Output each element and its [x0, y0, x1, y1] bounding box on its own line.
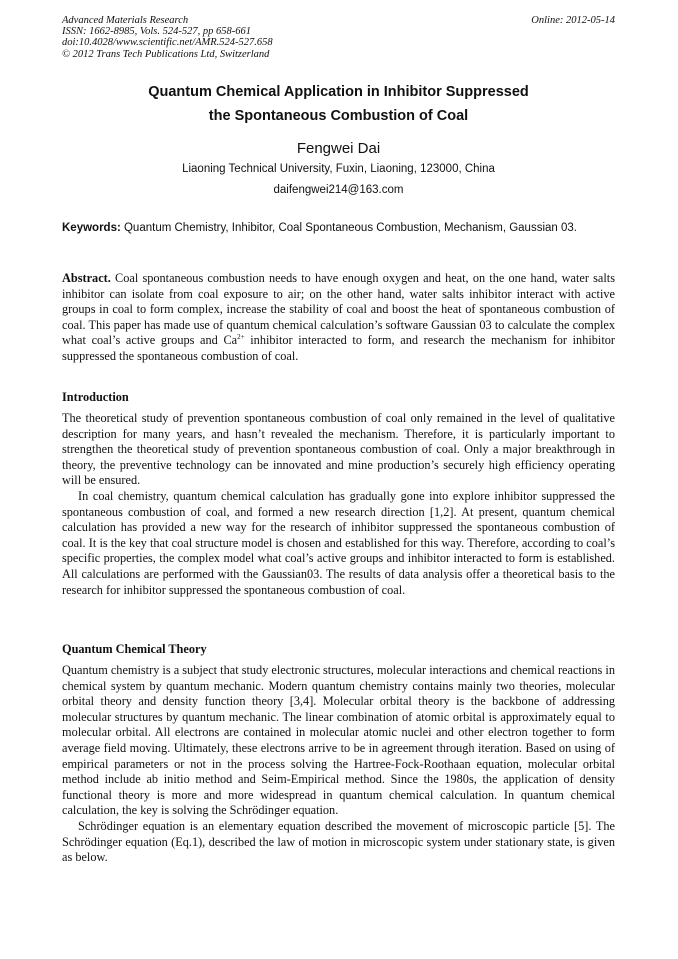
- introduction-heading: Introduction: [62, 390, 129, 404]
- author-email: daifengwei214@163.com: [273, 184, 404, 196]
- introduction-paragraph-1: The theoretical study of prevention spontaneous combustion of coal only remained in the level of qualitative description for many years, and hasn’t revealed the mechanism. Therefore, it is particularly important to strengthen the theoretical study of prevention spontaneous combustion of coal. Only a major breakthrough in theory, the preventive technology can be innovated and mine production’s securely high efficiency operating will be ensured.: [62, 411, 615, 488]
- abstract-text-part2: inhibitor interacted to form, and research the mechanism for inhibitor suppressed the spontaneous combustion of coal.: [62, 333, 615, 363]
- abstract-label: Abstract.: [62, 271, 111, 285]
- quantum-theory-section: [62, 663, 615, 866]
- author-name: Fengwei Dai: [296, 140, 381, 157]
- abstract-text-part1: Coal spontaneous combustion needs to have enough oxygen and heat, on the one hand, water salts inhibitor can isolate from coal exposure to air; on the other hand, water salts inhibitor interact with active groups in coal to form complex, increase the stability of coal and boost the heat of spontaneous combustion of coal. This paper has made use of quantum chemical calculation’s software Gaussian 03 to calculate the complex what coal’s active groups and Ca: [62, 271, 615, 348]
- journal-header: [62, 15, 615, 60]
- affiliation: Liaoning Technical University, Fuxin, Liaoning, 123000, China: [182, 163, 495, 175]
- doi-line: doi:10.4028/www.scientific.net/AMR.524-527.658: [62, 37, 273, 49]
- introduction-section: [62, 411, 615, 598]
- introduction-paragraph-2: In coal chemistry, quantum chemical calculation has gradually gone into explore inhibitor suppressed the spontaneous combustion of coal, and formed a new research direction [1,2]. At present, quantum chemical calculation has provided a new way for the research of inhibitor suppressed the spontaneous combustion of coal. It is the key that coal structure model is chosen and established for this way. Therefore, according to coal’s specific properties, the complex model what coal’s active groups and inhibitor interacted to form is established. All calculations are performed with the Gaussian03. The results of data analysis offer a theoretical basis to the research for inhibitor suppressed the spontaneous combustion of coal.: [62, 488, 615, 597]
- keywords: [62, 221, 615, 236]
- quantum-theory-paragraph-2: Schrödinger equation is an elementary equation described the movement of microscopic particle [5]. The Schrödinger equation (Eq.1), described the law of motion in microscopic system under stationary state, is given as below.: [62, 818, 615, 865]
- keywords-text: Quantum Chemistry, Inhibitor, Coal Spontaneous Combustion, Mechanism, Gaussian 03.: [120, 222, 577, 234]
- title-line-2: the Spontaneous Combustion of Coal: [208, 108, 469, 124]
- copyright-line: © 2012 Trans Tech Publications Ltd, Switzerland: [62, 48, 270, 60]
- abstract: [62, 271, 615, 365]
- title-line-1: Quantum Chemical Application in Inhibitor Suppressed: [148, 84, 529, 100]
- calcium-charge-superscript: 2+: [237, 333, 245, 342]
- issn-line: ISSN: 1662-8985, Vols. 524-527, pp 658-661: [62, 26, 251, 38]
- online-date: Online: 2012-05-14: [531, 15, 615, 26]
- journal-name: Advanced Materials Research: [62, 15, 189, 26]
- quantum-theory-paragraph-1: Quantum chemistry is a subject that study electronic structures, molecular interactions and chemical reactions in chemical system by quantum mechanic. Modern quantum chemistry contains mainly two theories, molecular orbital theory and density function theory [3,4]. Molecular orbital theory is the backbone of addressing molecular structures by quantum mechanic. The linear combination of atomic orbital is approximately equal to molecular orbital. All electrons are contained in molecular atomic nuclei and other electron together to form average field moving. Ultimately, these electrons arrive to be in agreement through iteration. Based on using of empirical parameters or not in the process solving the Hartree-Fock-Roothaan equation, molecular orbital method include ab initio method and Seim-Empirical method. Since the 1980s, the application of density functional theory is more and more widespread in quantum chemical calculation. In quantum chemical calculation, the key is solving the Schrödinger equation.: [62, 663, 615, 818]
- paper-title: [62, 80, 615, 128]
- quantum-theory-heading: Quantum Chemical Theory: [62, 642, 207, 656]
- keywords-label: Keywords:: [62, 222, 121, 234]
